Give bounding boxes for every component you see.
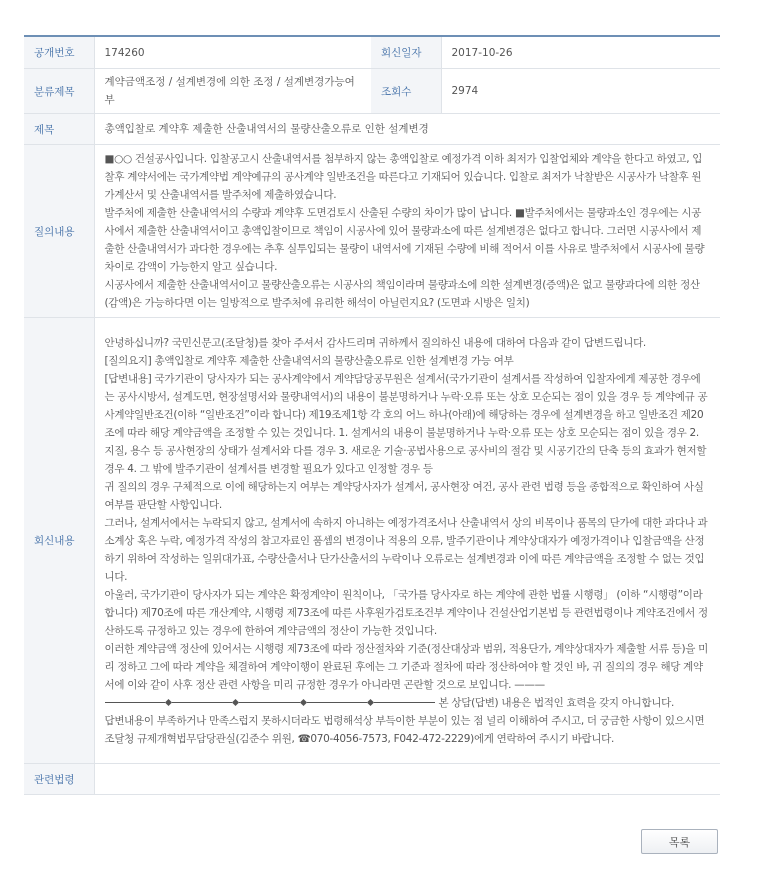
diamond-divider [105,700,435,705]
view-count-value: 2974 [441,69,720,114]
diamond-icon [232,699,239,706]
related-law-label: 관련법령 [24,764,94,795]
diamond-icon [165,699,172,706]
answer-paragraph: 답변내용이 부족하거나 만족스럽지 못하시더라도 법령해석상 부득이한 부분이 있는 점 널리 이해하여 주시고, 더 궁금한 사항이 있으시면 조달청 규제개혁법무담당관실(김준수 위원, ☎070-4056-7573, F042-472-2229)에게 연락하여 주시기 바랍니다. [104,714,705,745]
question-label: 질의내용 [24,145,94,318]
question-paragraph: 발주처에 제출한 산출내역서의 수량과 계약후 도면검토시 산출된 수량의 차이가 많이 납니다. ■발주처에서는 물량과소인 경우에는 시공사에서 제출한 산출내역서이고 총액입찰이므로 책임이 시공사에 있어 물량과소에 따른 설계변경은 없다고 합니다. 그러면 시공사에서 제출한 산출내역서가 과다한 경우에는 추후 실투입되는 물량이 내역서에 기재된 수량에 비해 적어서 이를 사유로 발주처에서 시공사에 물량차이로 감액이 가능한지 알고 싶습니다. [104,207,705,273]
qa-detail-table [24,35,720,795]
subject-value: 총액입찰로 계약후 제출한 산출내역서의 물량산출오류로 인한 설계변경 [94,114,720,145]
related-law-value [94,764,720,795]
list-button[interactable]: 목록 [641,829,718,854]
answer-paragraph: 안녕하십니까? 국민신문고(조달청)를 찾아 주셔서 감사드리며 귀하께서 질의하신 내용에 대하여 다음과 같이 답변드립니다. [104,336,646,349]
disclosure-number-label: 공개번호 [24,36,94,69]
disclaimer-row [105,694,711,712]
diamond-icon [300,699,307,706]
answer-paragraph: [질의요지] 총액입찰로 계약후 제출한 산출내역서의 물량산출오류로 인한 설계변경 가능 여부 [104,354,514,367]
diamond-icon [367,699,374,706]
view-count-label: 조회수 [371,69,441,114]
disclaimer-text: 본 상담(답변) 내용은 법적인 효력을 갖지 아니합니다. [438,696,675,709]
answer-paragraph: 이러한 계약금액 정산에 있어서는 시행령 제73조에 따라 정산절차와 기준(정산대상과 범위, 적용단가, 계약상대자가 제출할 서류 등)을 미리 정하고 그에 따라 계약을 체결하여 계약이행이 완료된 후에는 그 기준과 절차에 따라 정산하여야 할 것인 바, 귀 질의의 경우 해당 계약서에 이와 같이 사후 정산 관련 사항을 미리 규정한 경우가 아니라면 곤란할 것으로 보입니다. ——— [104,642,709,691]
category-title-label: 분류제목 [24,69,94,114]
answer-paragraph: 귀 질의의 경우 구체적으로 이에 해당하는지 여부는 계약당사자가 설계서, 공사현장 여건, 공사 관련 법령 등을 종합적으로 확인하여 사실여부를 판단할 사항입니다. [104,480,704,511]
reply-date-value: 2017-10-26 [441,36,720,69]
answer-paragraph: [답변내용] 국가기관이 당사자가 되는 공사계약에서 계약담당공무원은 설계서(국가기관이 설계서를 작성하여 입찰자에게 제공한 경우에는 공사시방서, 설계도면, 현장설명서와 물량내역서)의 내용이 불분명하거나 누락·오류 또는 상호 모순되는 점이 있을 경우 등 계약예규 공사계약일반조건(이하 “일반조건”이라 합니다) 제19조제1항 각 호의 어느 하나(아래)에 해당하는 경우에 설계변경을 하고 일반조건 제20조에 따라 해당 계약금액을 조정할 수 있는 것입니다. 1. 설계서의 내용이 불분명하거나 누락·오류 또는 상호 모순되는 점이 있을 경우 2. 지질, 용수 등 공사현장의 상태가 설계서와 다를 경우 3. 새로운 기술·공법사용으로 공사비의 절감 및 시공기간의 단축 등의 효과가 현저할 경우 4. 그 밖에 발주기관이 설계서를 변경할 필요가 있다고 인정할 경우 등 [104,372,708,475]
category-title-value: 계약금액조정 / 설계변경에 의한 조정 / 설계변경가능여부 [94,69,371,114]
question-paragraph: 시공사에서 제출한 산출내역서이고 물량산출오류는 시공사의 책임이라며 물량과소에 의한 설계변경(증액)은 없고 물량과다에 의한 정산(감액)은 가능하다면 이는 일방적으로 발주처에 유리한 해석이 아닐런지요? (도면과 시방은 일치) [104,279,700,309]
reply-date-label: 회신일자 [371,36,441,69]
subject-label: 제목 [24,114,94,145]
answer-content [94,318,720,764]
question-paragraph: ■○○ 건설공사입니다. 입찰공고시 산출내역서를 첨부하지 않는 총액입찰로 예정가격 이하 최저가 입찰업체와 계약을 한다고 하였고, 입찰후 계약서에는 국가계약법 계약예규의 공사계약 일반조건을 따른다고 기재되어 있습니다. 입찰로 최저가 낙찰받은 시공사가 낙찰후 원가계산서 및 산출내역서를 발주처에 제출하였습니다. [104,153,703,201]
disclosure-number-value: 174260 [94,36,371,69]
question-content [94,145,720,318]
answer-paragraph: 그러나, 설계서에서는 누락되지 않고, 설계서에 속하지 아니하는 예정가격조서나 산출내역서 상의 비목이나 품목의 단가에 대한 과다나 과소계상 혹은 누락, 예정가격 작성의 참고자료인 품셈의 변경이나 적용의 오류, 발주기관이나 계약상대자가 예정가격이나 입찰금액을 산정하기 위하여 작성하는 일위대가표, 수량산출서나 단가산출서의 누락이나 오류로는 설계변경과 이에 따른 계약금액을 조정할 수 없는 것입니다. [104,516,708,583]
answer-paragraph: 아울러, 국가기관이 당사자가 되는 계약은 확정계약이 원칙이나, 「국가를 당사자로 하는 계약에 관한 법률 시행령」 (이하 “시행령”이라 합니다) 제70조에 따른 개산계약, 시행령 제73조에 따른 사후원가검토조건부 계약이나 건설산업기본법 등 관련법령이나 계약조건에서 정산하도록 규정하고 있는 경우에 한하여 계약금액의 정산이 가능한 것입니다. [104,588,708,637]
answer-label: 회신내용 [24,318,94,764]
